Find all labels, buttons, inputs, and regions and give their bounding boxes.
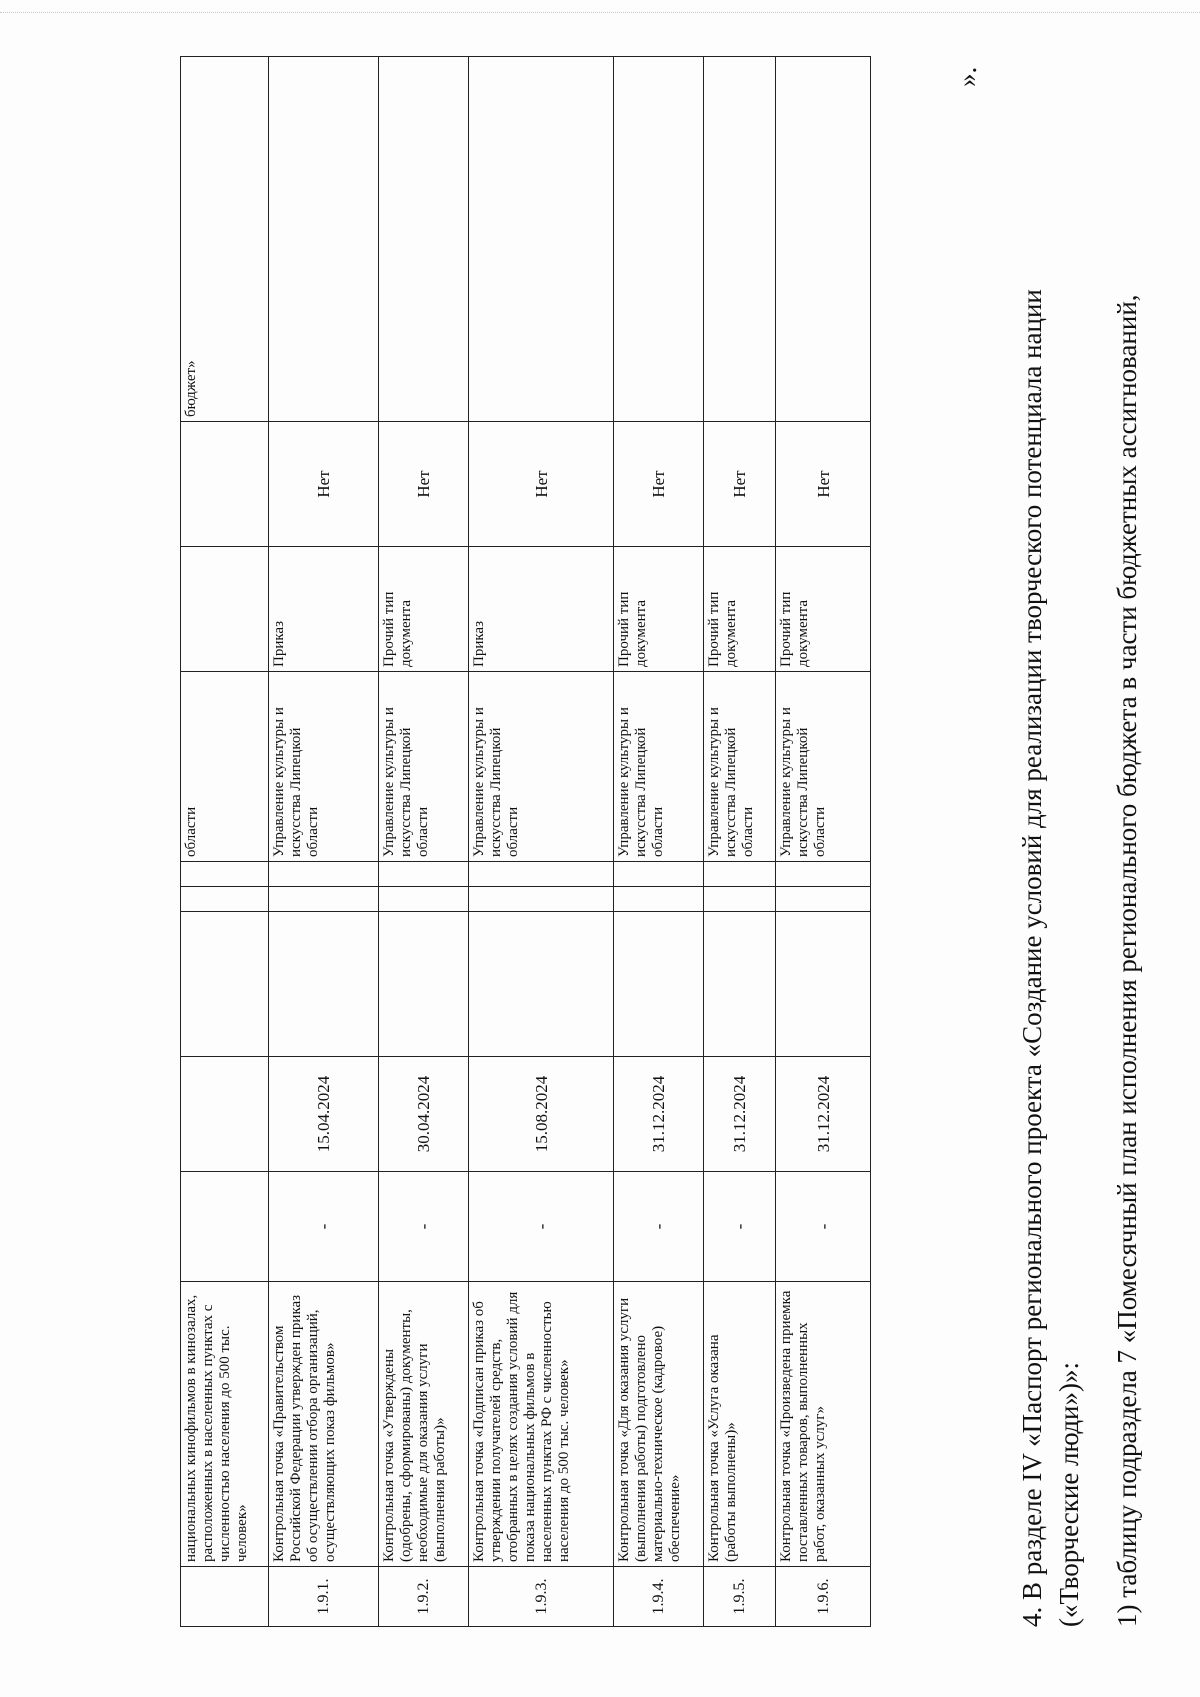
start-date-cell: - bbox=[469, 1172, 614, 1282]
activity-cell: Контрольная точка «Произведена приемка поставленных товаров, выполненных работ, оказанных услуг» bbox=[776, 1282, 871, 1567]
empty-cell bbox=[269, 912, 379, 1057]
start-date-cell: - bbox=[776, 1172, 871, 1282]
doc-type-cell: Прочий тип документа bbox=[379, 547, 469, 672]
gis-cell: Нет bbox=[776, 422, 871, 547]
start-date-cell: - bbox=[614, 1172, 704, 1282]
doc-type-cell: Прочий тип документа bbox=[776, 547, 871, 672]
row-number: 1.9.6. bbox=[776, 1567, 871, 1627]
empty-cell bbox=[704, 912, 776, 1057]
responsible-cell: Управление культуры и искусства Липецкой области bbox=[269, 672, 379, 862]
table-row bbox=[379, 57, 469, 1627]
activity-cell: Контрольная точка «Правительством Российской Федерации утвержден приказ об осуществлении отбора организаций, осуществляющих показ фильмов» bbox=[269, 1282, 379, 1567]
gis-cell: Нет bbox=[379, 422, 469, 547]
responsible-cell: Управление культуры и искусства Липецкой области bbox=[704, 672, 776, 862]
activity-cell: Контрольная точка «Услуга оказана (работы выполнены)» bbox=[704, 1282, 776, 1567]
row-number: 1.9.5. bbox=[704, 1567, 776, 1627]
empty-cell bbox=[776, 912, 871, 1057]
paragraph-4: 4. В разделе IV «Паспорт регионального проекта «Создание условий для реализации творческого потенциала нации bbox=[1017, 289, 1047, 1627]
start-date-cell: - bbox=[379, 1172, 469, 1282]
empty-cell bbox=[704, 57, 776, 422]
empty-cell bbox=[269, 887, 379, 912]
empty-cell bbox=[614, 862, 704, 887]
table-row bbox=[614, 57, 704, 1627]
budget-cell: бюджет» bbox=[181, 57, 269, 422]
activity-cell: Контрольная точка «Утверждены (одобрены, сформированы) документы, необходимые для оказания услуги (выполнения работы)» bbox=[379, 1282, 469, 1567]
doc-type-cell: Приказ bbox=[469, 547, 614, 672]
empty-cell bbox=[776, 57, 871, 422]
gis-cell: Нет bbox=[614, 422, 704, 547]
table-row bbox=[269, 57, 379, 1627]
row-number: 1.9.1. bbox=[269, 1567, 379, 1627]
start-date-cell: - bbox=[704, 1172, 776, 1282]
end-date-cell: 31.12.2024 bbox=[776, 1057, 871, 1172]
start-date-cell: - bbox=[269, 1172, 379, 1282]
gis-cell: Нет bbox=[269, 422, 379, 547]
empty-cell bbox=[614, 887, 704, 912]
end-date-cell: 31.12.2024 bbox=[704, 1057, 776, 1172]
closing-quote: ». bbox=[952, 66, 982, 87]
paragraph-4-continuation: («Творческие люди»)»: bbox=[1054, 1361, 1084, 1627]
responsible-cell: Управление культуры и искусства Липецкой области bbox=[379, 672, 469, 862]
empty-cell bbox=[469, 57, 614, 422]
empty-cell bbox=[614, 57, 704, 422]
end-date-cell: 31.12.2024 bbox=[614, 1057, 704, 1172]
responsible-cell: Управление культуры и искусства Липецкой области bbox=[776, 672, 871, 862]
gis-cell: Нет bbox=[704, 422, 776, 547]
end-date-cell: 30.04.2024 bbox=[379, 1057, 469, 1172]
schedule-table bbox=[180, 56, 871, 1627]
empty-cell bbox=[469, 862, 614, 887]
responsible-cell: Управление культуры и искусства Липецкой области bbox=[614, 672, 704, 862]
empty-cell bbox=[269, 862, 379, 887]
empty-cell bbox=[379, 57, 469, 422]
continuation-row bbox=[181, 57, 269, 1627]
row-number: 1.9.4. bbox=[614, 1567, 704, 1627]
doc-type-cell: Приказ bbox=[269, 547, 379, 672]
responsible-cell: Управление культуры и искусства Липецкой области bbox=[469, 672, 614, 862]
row-number: 1.9.3. bbox=[469, 1567, 614, 1627]
empty-cell bbox=[469, 912, 614, 1057]
end-date-cell: 15.08.2024 bbox=[469, 1057, 614, 1172]
paragraph-1: 1) таблицу подраздела 7 «Помесячный план исполнения регионального бюджета в части бюджетных ассигнований, bbox=[1112, 294, 1142, 1627]
empty-cell bbox=[379, 912, 469, 1057]
empty-cell bbox=[704, 887, 776, 912]
doc-type-cell: Прочий тип документа bbox=[704, 547, 776, 672]
responsible-cell: области bbox=[181, 672, 269, 862]
gis-cell: Нет bbox=[469, 422, 614, 547]
doc-type-cell: Прочий тип документа bbox=[614, 547, 704, 672]
empty-cell bbox=[704, 862, 776, 887]
activity-cell: Контрольная точка «Подписан приказ об утверждении получателей средств, отобранных в целях создания условий для показа национальных фильмов в населенных пунктах РФ с численностью населения до 500 тыс. человек» bbox=[469, 1282, 614, 1567]
row-number: 1.9.2. bbox=[379, 1567, 469, 1627]
table-row bbox=[704, 57, 776, 1627]
empty-cell bbox=[776, 862, 871, 887]
table-row bbox=[469, 57, 614, 1627]
empty-cell bbox=[776, 887, 871, 912]
end-date-cell: 15.04.2024 bbox=[269, 1057, 379, 1172]
empty-cell bbox=[379, 887, 469, 912]
empty-cell bbox=[614, 912, 704, 1057]
activity-cell: Контрольная точка «Для оказания услуги (выполнения работы) подготовлено материально-техническое (кадровое) обеспечение» bbox=[614, 1282, 704, 1567]
table-row bbox=[776, 57, 871, 1627]
activity-cell: национальных кинофильмов в кинозалах, расположенных в населенных пунктах с численностью населения до 500 тыс. человек» bbox=[181, 1282, 269, 1567]
empty-cell bbox=[269, 57, 379, 422]
empty-cell bbox=[469, 887, 614, 912]
empty-cell bbox=[379, 862, 469, 887]
